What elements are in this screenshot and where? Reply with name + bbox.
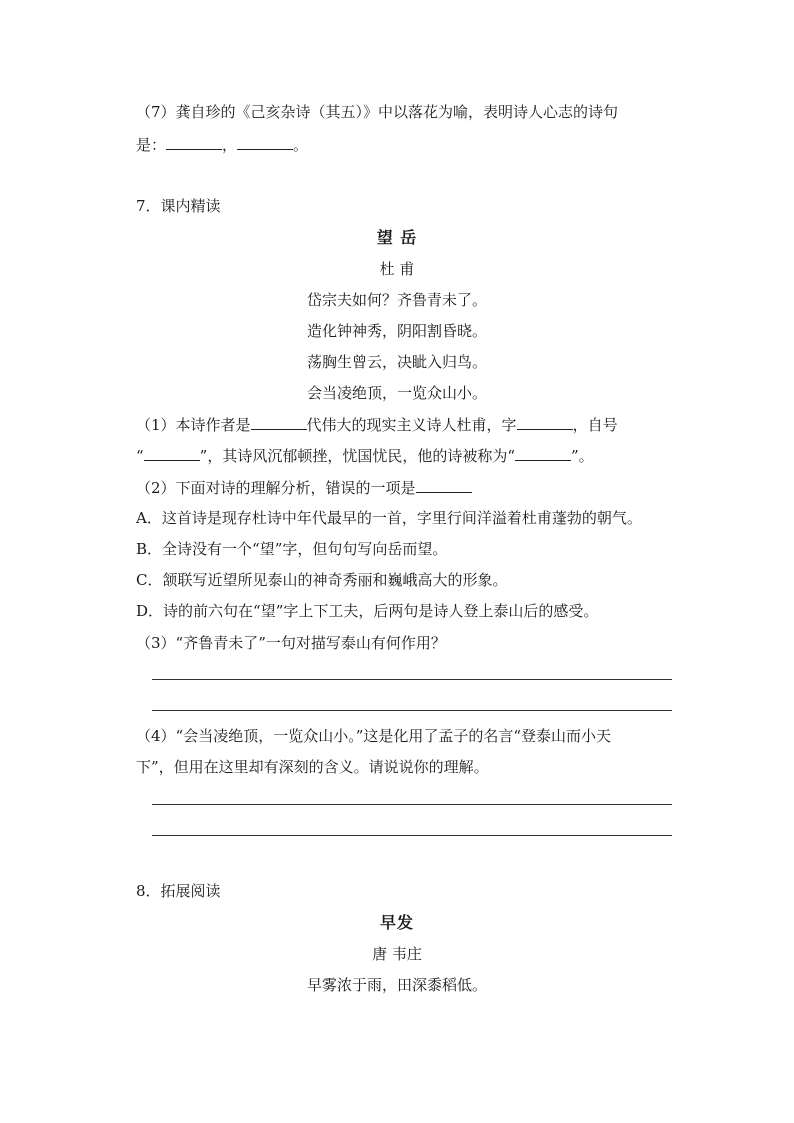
q7-poem-title: 望 岳 — [376, 228, 418, 247]
q7-poem-line: 荡胸生曾云，决眦入归鸟。 — [306, 353, 487, 371]
answer-blank[interactable] — [515, 445, 571, 461]
q6-item7-end: 。 — [293, 136, 309, 154]
q7-sub2-text: （2）下面对诗的理解分析，错误的一项是 — [136, 479, 416, 497]
q6-item7-line1: （7）龚自珍的《己亥杂诗（其五）》中以落花为喻，表明诗人心志的诗句 — [136, 103, 619, 121]
answer-blank[interactable] — [237, 134, 293, 150]
option-c[interactable]: C．颔联写近望所见泰山的神奇秀丽和巍峨高大的形象。 — [136, 571, 508, 589]
q8-poem-line: 早雾浓于雨，田深黍稻低。 — [306, 976, 487, 994]
answer-line[interactable] — [152, 804, 672, 805]
q8-poem-title: 早发 — [379, 913, 414, 932]
answer-line[interactable] — [152, 679, 672, 680]
q6-item7-sep: ， — [222, 136, 238, 154]
answer-line[interactable] — [152, 710, 672, 711]
q7-sub1-line2 — [136, 445, 594, 466]
q7-sub2 — [136, 477, 472, 498]
q6-item7-prefix: 是： — [136, 136, 167, 154]
answer-blank[interactable] — [517, 414, 573, 430]
answer-line[interactable] — [152, 835, 672, 836]
q7-poem-author: 杜 甫 — [379, 260, 415, 278]
q7-sub4-line2: 下”，但用在这里却有深刻的含义。请说说你的理解。 — [136, 758, 489, 776]
q7-poem-line: 岱宗夫如何？齐鲁青未了。 — [306, 291, 487, 309]
q7-sub1-text: “ — [136, 447, 144, 465]
option-a[interactable]: A．这首诗是现存杜诗中年代最早的一首，字里行间洋溢着杜甫蓬勃的朝气。 — [136, 509, 642, 527]
q6-item7-line2 — [136, 134, 308, 155]
q8-poem-author: 唐 韦庄 — [372, 945, 422, 963]
answer-blank[interactable] — [251, 414, 307, 430]
option-d[interactable]: D．诗的前六句在“望”字上下工夫，后两句是诗人登上泰山后的感受。 — [136, 602, 599, 620]
answer-blank[interactable] — [144, 445, 200, 461]
q7-heading: 7．课内精读 — [136, 197, 221, 215]
option-b[interactable]: B．全诗没有一个“望”字，但句句写向岳而望。 — [136, 540, 448, 558]
answer-blank[interactable] — [166, 134, 222, 150]
q7-sub3: （3）“齐鲁青未了”一句对描写泰山有何作用？ — [136, 634, 446, 652]
q7-poem-line: 会当凌绝顶，一览众山小。 — [306, 384, 487, 402]
q7-sub1-text: ”，其诗风沉郁顿挫，忧国忧民，他的诗被称为“ — [199, 447, 516, 465]
q7-sub1-text: （1）本诗作者是 — [136, 416, 251, 434]
q8-heading: 8．拓展阅读 — [136, 882, 221, 900]
q7-poem-line: 造化钟神秀，阴阳割昏晓。 — [306, 322, 487, 340]
q7-sub1-line1 — [136, 414, 618, 435]
answer-blank[interactable] — [416, 477, 472, 493]
q7-sub1-text: ”。 — [571, 447, 594, 465]
q7-sub1-text: ，自号 — [572, 416, 618, 434]
q7-sub4-line1: （4）“会当凌绝顶，一览众山小。”这是化用了孟子的名言“登泰山而小天 — [136, 727, 612, 745]
q7-sub1-text: 代伟大的现实主义诗人杜甫，字 — [306, 416, 517, 434]
